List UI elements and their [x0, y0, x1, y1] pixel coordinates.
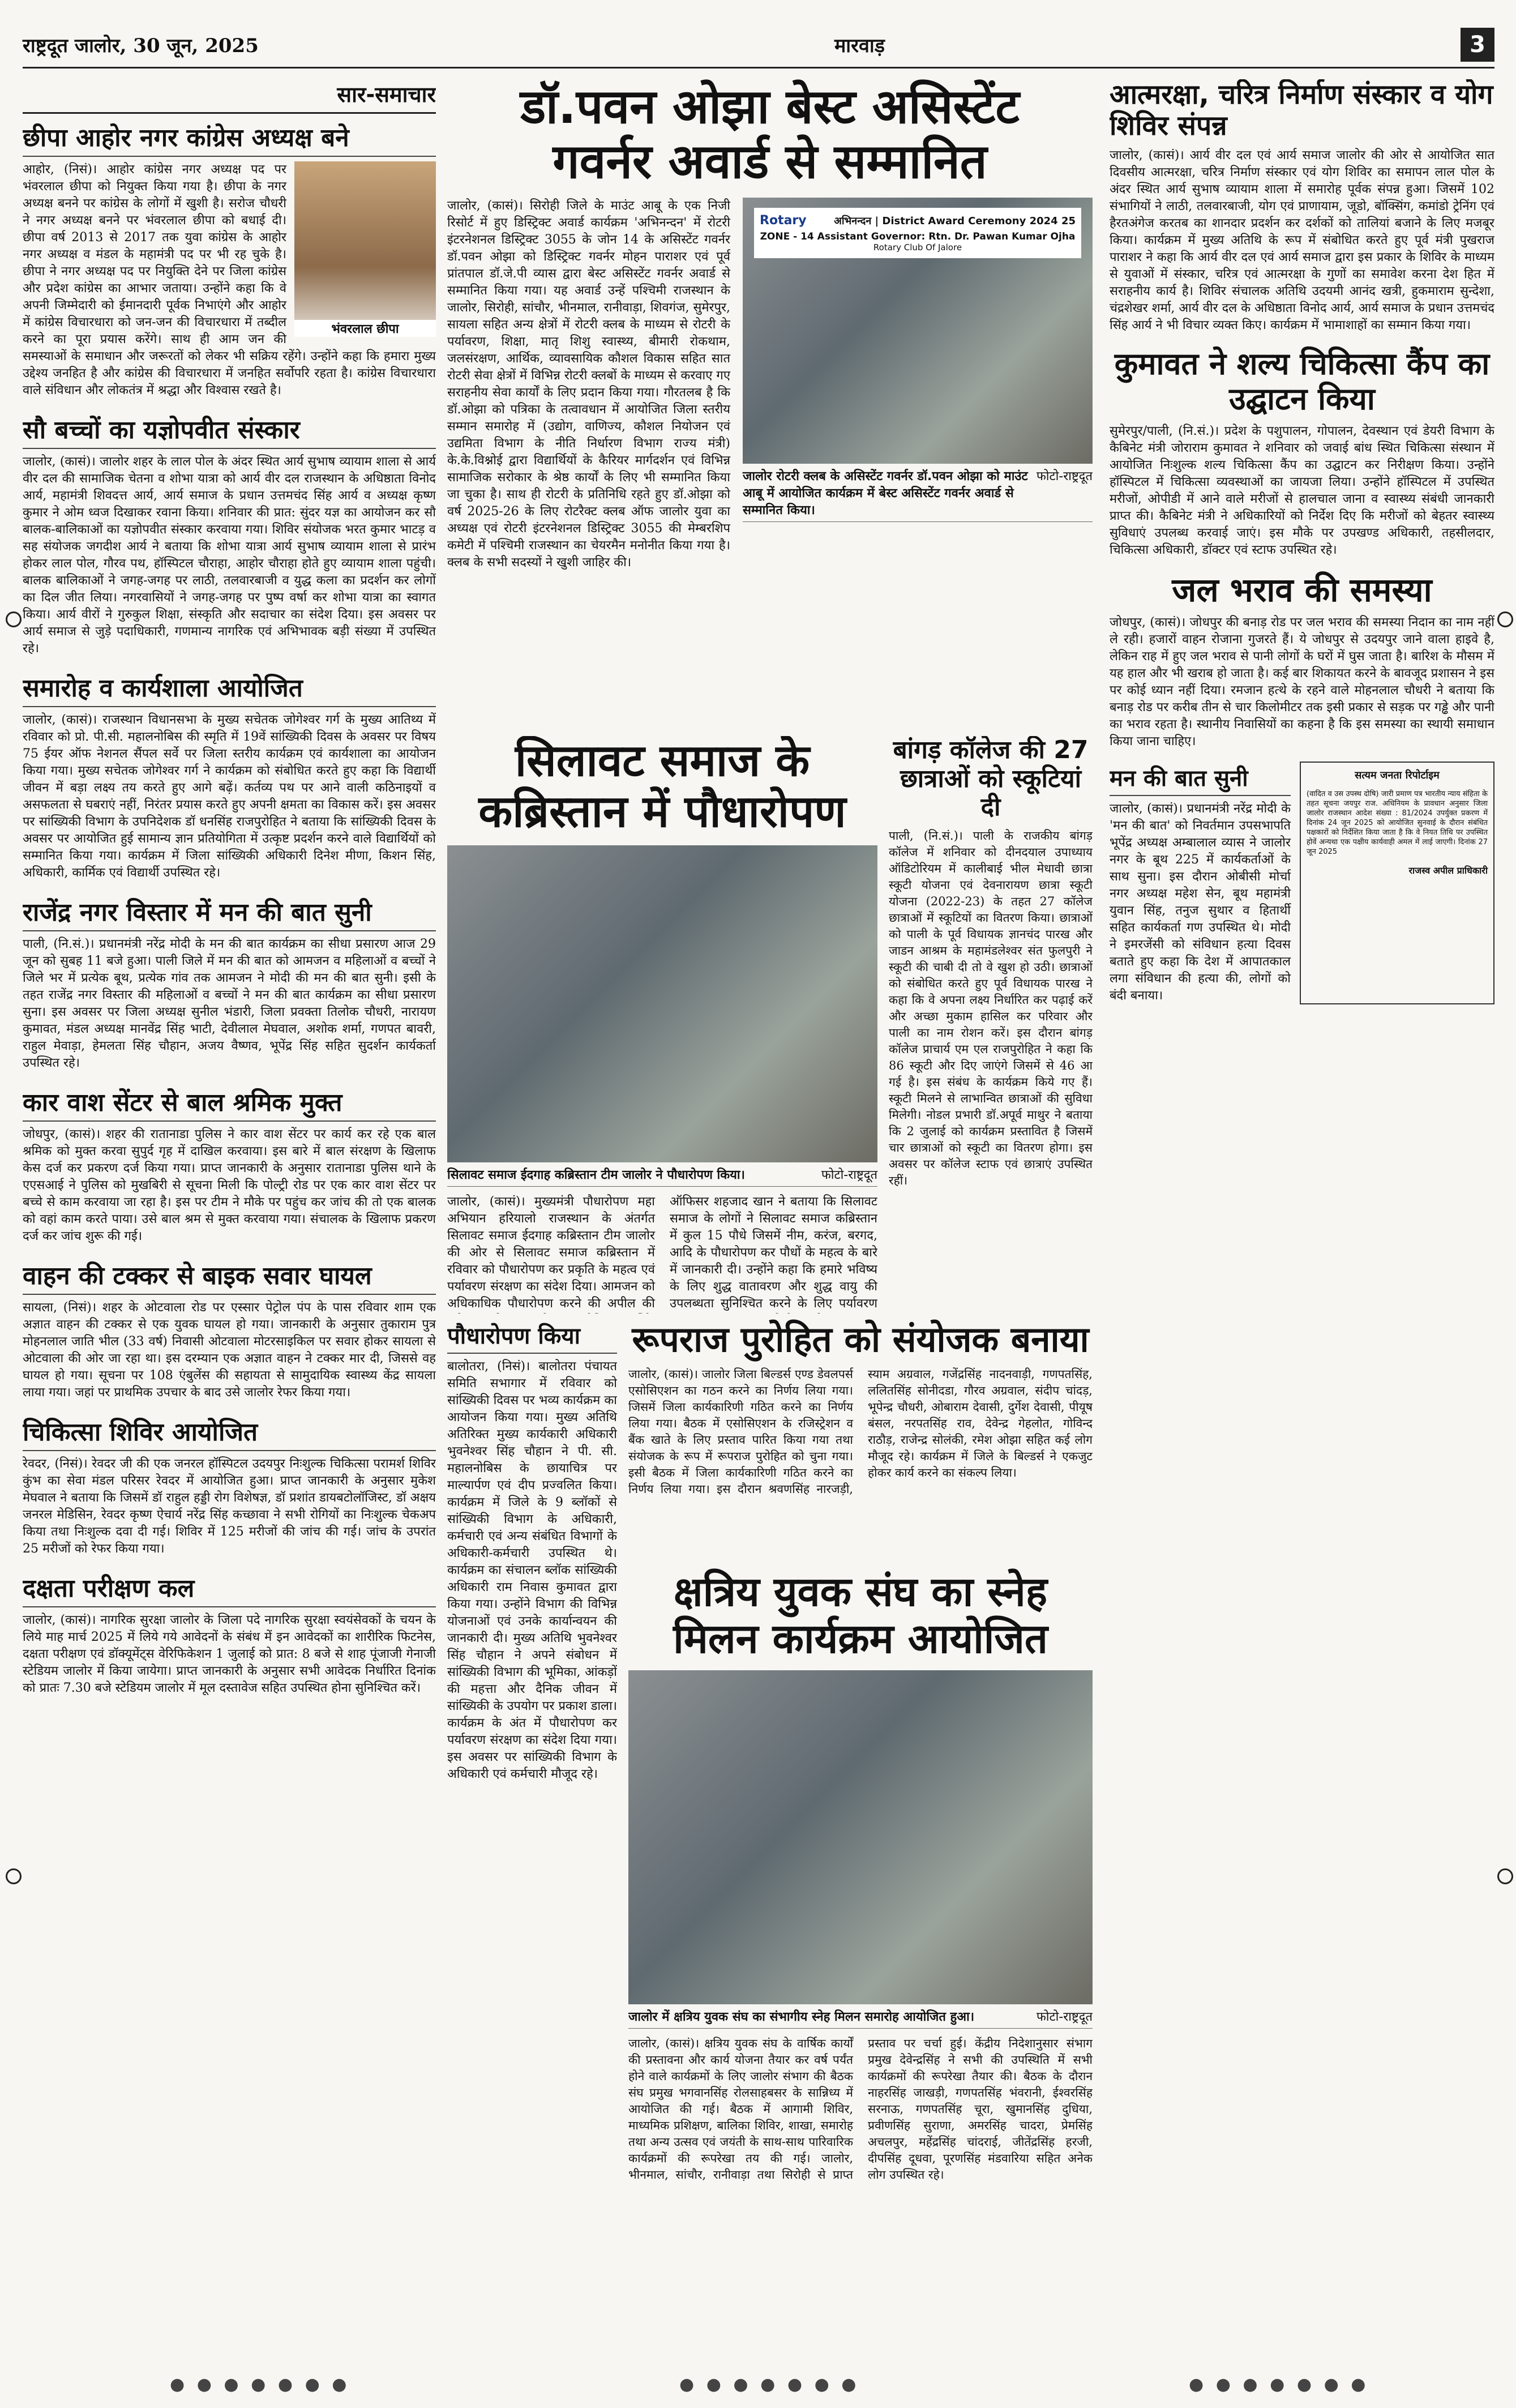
silawat-photo: [447, 845, 877, 1162]
brief-headline: समारोह व कार्यशाला आयोजित: [23, 670, 436, 707]
brief-body: जोधपुर, (कासं)। शहर की रातानाडा पुलिस ने कार वाश सेंटर पर कार्य कर रहे एक बाल श्रमिक को मुक्त करवा सुपुर्द गृह में दाखिल करवाया। इस बारे में बाल संरक्षण के खिलाफ केस दर्ज कर प्रकरण दर्ज किया गया। प्राप्त जानकारी के अनुसार रातानाडा पुलिस थाने के एएसआई ने पुलिस को मुखबिरी से सूचना मिली कि पोल्ट्री रोड पर एक कार वाश सेंटर पर बच्चे से काम करवाया जा रहा है। इस पर टीम ने मौके पर पहुंच कर जांच की तो एक बालक को वहां काम करते पाया। उसे बाल श्रम से मुक्त करवाया गया। संचालक के खिलाफ प्रकरण दर्ज कर जांच शुरू की गई।: [23, 1127, 436, 1243]
plantation-body: बालोतरा, (निसं)। बालोतरा पंचायत समिति सभागार में रविवार को सांख्यिकी दिवस पर भव्य कार्यक्रम का आयोजन किया गया। मुख्य अतिथि अतिरिक्त मुख्य कार्यकारी अधिकारी भुवनेश्वर सिंह चौहान ने पी. सी. महालनोबिस के छायाचित्र पर माल्यार्पण एवं दीप प्रज्वलित किया। कार्यक्रम में जिले के 9 ब्लॉकों से सांख्यिकी विभाग के अधिकारी, कर्मचारी एवं अन्य संबंधित विभागों के अधिकारी-कर्मचारी उपस्थित थे। कार्यक्रम का संचालन ब्लॉक सांख्यिकी अधिकारी राम निवास कुमावत द्वारा किया गया। उन्होंने विभाग की विभिन्न योजनाओं एवं उनके कार्यान्वयन की जानकारी दी। मुख्य अतिथि भुवनेश्वर सिंह चौहान ने अपने संबोधन में सांख्यिकी विभाग की भूमिका, आंकड़ों की महत्ता और दैनिक जीवन में सांख्यिकी के उपयोग पर प्रकाश डाला। कार्यक्रम के अंत में पौधारोपण कर पर्यावरण संरक्षण का संदेश दिया गया। इस अवसर पर सांख्यिकी विभाग के अधिकारी एवं कर्मचारी मौजूद रहे।: [447, 1359, 617, 1781]
kshatriya-headline-line1: क्षत्रिय युवक संघ का स्नेह: [674, 1568, 1047, 1615]
scooty-headline: बांगड़ कॉलेज की 27 छात्राओं को स्कूटियां दी: [893, 736, 1089, 822]
waterlogging-headline: जल भराव की समस्या: [1172, 570, 1432, 609]
color-bar: ● ● ● ● ● ● ●: [1189, 2375, 1369, 2394]
kshatriya-story: [628, 1568, 1093, 2372]
award-headline-line1: डॉ.पवन ओझा बेस्ट असिस्टेंट: [520, 79, 1020, 134]
section-name: मारवाड़: [834, 35, 885, 57]
registration-mark: [1497, 1868, 1513, 1884]
brief-body: आहोर, (निसं)। आहोर कांग्रेस नगर अध्यक्ष पद पर भंवरलाल छीपा को नियुक्त किया गया है। छीपा के नगर अध्यक्ष बनने पर कांग्रेस के लोगों में खुशी है। सरोज चौधरी ने नगर अध्यक्ष बनने पर भंवरलाल छीपा को बधाई दी। छीपा वर्ष 2013 से 2017 तक युवा कांग्रेस के आहोर नगर अध्यक्ष व मंडल के महामंत्री पद पर भी रह चुके है। छीपा ने नगर अध्यक्ष पद पर नियुक्ति देने पर जिला कांग्रेस और प्रदेश कांग्रेस का आभार जताया। उन्होंने कहा कि वे अपनी जिम्मेदारी को ईमानदारी पूर्वक निभाएंगे और आहोर में कांग्रेस विचारधारा को जन-जन की विचारधारा में तब्दील करने का पूरा प्रयास करेंगे। साथ ही आम जन की समस्याओं के समाधान और जरूरतों को लेकर भी सक्रिय रहेंगे। उन्होंने कहा कि हमारा मुख्य उद्देश्य जनहित है और कांग्रेस की विचारधारा में जनहित सर्वोपरि रहता है। कांग्रेस विचारधारा वाले संविधान और लोकतंत्र में श्रद्धा और विश्वास रखते है।: [23, 162, 436, 397]
mann-ki-baat-body: जालोर, (कासं)। प्रधानमंत्री नरेंद्र मोदी के 'मन की बात' को निवर्तमान उपसभापति भूपेंद्र अध्यक्ष अम्बालाल व्यास ने जालोर नगर के बूथ 225 में कार्यकर्ताओं के साथ सुना। इस दौरान ओबीसी मोर्चा नगर अध्यक्ष महेश सेन, बूथ महामंत्री युवान सिंह, तनुज सुथार व हितार्थी सहित कार्यकर्ता गण उपस्थित थे। मोदी ने इमरजेंसी को संविधान हत्या दिवस बताते हुए कहा कि देश में आपातकाल लगा संविधान की हत्या की, लोगों को बंदी बनाया।: [1110, 802, 1291, 1003]
silawat-headline-line2: कब्रिस्तान में पौधारोपण: [478, 786, 846, 837]
masthead: [23, 23, 1494, 69]
kshatriya-headline-line2: मिलन कार्यक्रम आयोजित: [673, 1614, 1048, 1662]
brief-headline: चिकित्सा शिविर आयोजित: [23, 1414, 436, 1451]
brief-body: जालोर, (कासं)। राजस्थान विधानसभा के मुख्य सचेतक जोगेश्वर गर्ग के मुख्य आतिथ्य में रविवार को प्रो. पी.सी. महालनोबिस की स्मृति में 19वें सांख्यिकी दिवस के अवसर पर विषय 75 ईयर ऑफ नेशनल सैंपल सर्वे पर जिला स्तरीय कार्यक्रम एवं कार्यशाला का आयोजन किया गया। मुख्य सचेतक जोगेश्वर गर्ग ने कार्यक्रम को संबोधित करते हुए कहा कि विद्यार्थी जीवन में बड़ा लक्ष्य तय करते हुए आगे बढ़ें। कर्तव्य पथ पर आने वाली कठिनाइयों व असफलता से घबराएं नहीं, निरंतर प्रयास करते हुए अपनी क्षमता का विकास करें। इस अवसर पर सांख्यिकी विभाग के उपनिदेशक डॉ धनसिंह राजपुरोहित ने बताया कि सांख्यिकी दिवस के अवसर पर आयोजित हुई सामान्य ज्ञान प्रतियोगिता में उत्कृष्ट प्रदर्शन करने वाले विद्यार्थियों को सम्मानित किया गया। कार्यक्रम में जिला सांख्यिकी अधिकारी दिनेश मीणा, किशन सिंह, अधिकारी, कार्मिक एवं विद्यार्थी उपस्थित रहे।: [23, 713, 436, 880]
surgery-body: सुमेरपुर/पाली, (नि.सं.)। प्रदेश के पशुपालन, गोपालन, देवस्थान एवं डेयरी विभाग के कैबिनेट मंत्री जोराराम कुमावत ने शनिवार को जवाई बांध स्थित चिकित्सा संस्थान में आयोजित निःशुल्क शल्य चिकित्सा कैंप का उद्घाटन कर निरीक्षण किया। उन्होंने हॉस्पिटल में चिकित्सा व्यवस्थाओं का जायजा लिया। उन्होंने हॉस्पिटल में उपस्थित मरीजों, ओपीडी में आने वाले मरीजों से हालचाल जाना व स्वास्थ्य संबंधी जानकारी प्राप्त की। कैबिनेट मंत्री ने अधिकारियों को निर्देश दिए कि मरीजों को बेहतर स्वास्थ्य सुविधाएं उपलब्ध करवाई जाएं। इस मौके पर उपखण्ड अधिकारी, तहसीलदार, चिकित्सा अधिकारी, डॉक्टर एवं स्टाफ उपस्थित रहे।: [1110, 424, 1494, 557]
notice-title: सत्यम जनता रिपोर्टाइम: [1355, 769, 1440, 782]
award-headline-line2: गवर्नर अवार्ड से सम्मानित: [553, 133, 987, 189]
legal-notice: [1300, 762, 1494, 1004]
photo-credit: फोटो-राष्ट्रदूत: [821, 1168, 877, 1183]
brief-body: जालोर, (कासं)। जालोर शहर के लाल पोल के अंदर स्थित आर्य सुभाष व्यायाम शाला से आर्य वीर दल की सामाजिक चेतना व शोभा यात्रा को आर्य वीर दल राजस्थान के अधिष्ठाता विनोद आर्य, महामंत्री शिवदत्त आर्य, आर्य समाज के प्रधान उत्तमचंद सिंह आर्य व अध्यक्ष कृष्ण कुमार ने ओम ध्वज दिखाकर रवाना किया। शनिवार की प्रात: सुंदर यज्ञ का आयोजन कर सौ बालक-बालिकाओं का यज्ञोपवीत संस्कार करवाया गया। शिविर संयोजक भरत कुमार भाटड़ व सह संयोजक जगदीश आर्य ने बताया कि शोभा यात्रा आर्य सुभाष व्यायाम शाला से प्रारंभ होकर लाल पोल, गौरव पथ, हॉस्पिटल चौराहा, आहोर चौराहा होते हुए व्यायाम शाला पहुंची। बालक बालिकाओं ने जगह-जगह पर लाठी, तलवारबाजी व युद्ध कला का प्रदर्शन कर लोगों का दिल जीत लिया। नगरवासियों ने जगह-जगह पर पुष्प वर्षा कर शोभा यात्रा का स्वागत किया। आर्य वीरों ने गुरुकुल शिक्षा, संस्कृति और सदाचार का संदेश दिया। इस अवसर पर आर्य समाज से जुड़े पदाधिकारी, गणमान्य नागरिक एवं अभिभावक बड़ी संख्या में उपस्थित रहे।: [23, 455, 436, 656]
silawat-story: [447, 736, 1093, 1314]
plantation-headline: पौधारोपण किया: [447, 1319, 617, 1354]
brief-body: जालोर, (कासं)। नागरिक सुरक्षा जालोर के जिला पदे नागरिक सुरक्षा स्वयंसेवकों के चयन के लिये माह मार्च 2025 में लिये गये आवेदनों के संबंध में इन आवेदकों का शारीरिक फिटनेस, दक्षता परीक्षण एवं डॉक्यूमेंट्स वेरिफिकेशन 1 जुलाई को प्रात: 8 बजे से शाह पूंजाजी गेनाजी स्टेडियम जालोर में किया जायेगा। प्राप्त जानकारी के अनुसार सभी आवेदक निर्धारित दिनांक को प्रातः 7.30 बजे स्टेडियम जालोर में मूल दस्तावेज सहित उपस्थित होना सुनिश्चित करें।: [23, 1613, 436, 1695]
photo-credit: फोटो-राष्ट्रदूत: [1036, 2009, 1093, 2024]
brief-headline: कार वाश सेंटर से बाल श्रमिक मुक्त: [23, 1084, 436, 1122]
purohit-body: जालोर, (कासं)। जालोर जिला बिल्डर्स एण्ड डेवलपर्स एसोसिएशन का गठन करने का निर्णय लिया गया। जिसमें जिला कार्यकारिणी गठित करने का निर्णय लिया गया। बैठक में एसोसिएशन के रजिस्ट्रेशन व बैंक खाते के लिए प्रस्ताव पारित किया गया तथा संयोजक के रूप में रूपराज पुरोहित को चुना गया। इसी बैठक में जिला कार्यकारिणी गठित करने का निर्णय लिया गया। इस दौरान श्रवणसिंह नारजड़ी, स्याम अग्रवाल, गजेंद्रसिंह नादनवाड़ी, गणपतसिंह, ललितसिंह सोनीदडा, गौरव अग्रवाल, संदीप चांदड़, भूपेन्द्र चौधरी, ओबाराम देवासी, दुर्गेश देवासी, पीयूष बंसल, नरपतसिंह राव, देवेन्द्र गेहलोत, गोविन्द राठौड़, राजेन्द्र सोलंकी, रमेश ओझा सहित कई लोग मौजूद रहे। कार्यक्रम में जिले के बिल्डर्स ने एकजुट होकर कार्य करने का संकल्प लिया।: [628, 1367, 1093, 1496]
purohit-headline: रूपराज पुरोहित को संयोजक बनाया: [632, 1319, 1089, 1360]
brief-headline: सौ बच्चों का यज्ञोपवीत संस्कार: [23, 412, 436, 449]
notice-body: (वादित व उस उपस्थ दोषि) जारी प्रमाण पत्र भारतीय न्याय संहिता के तहत सूचना जयपुर राज. अधिनियम के प्रावधान अनुसार जिला जालोर राजस्थान आदेश संख्या : 81/2024 उपर्युक्त प्रकरण में दिनांक 24 जून 2025 को आयोजित सुनवाई के दौरान संबंधित पक्षकारों को निर्देशित किया जाता है कि वे नियत तिथि पर उपस्थित होवें अन्यथा एक पक्षीय कार्यवाही अमल में लाई जाएगी। दिनांक 27 जून 2025: [1307, 790, 1488, 857]
award-caption: जालोर रोटरी क्लब के असिस्टेंट गवर्नर डॉ.पवन ओझा को माउंट आबू में आयोजित कार्यक्रम में बेस्ट असिस्टेंट गवर्नर अवार्ड से सम्मानित किया।: [743, 469, 1028, 518]
plantation-story: [447, 1319, 617, 2372]
camp-body: जालोर, (कासं)। आर्य वीर दल एवं आर्य समाज जालोर की ओर से आयोजित सात दिवसीय आत्मरक्षा, चरित्र निर्माण संस्कार एवं योग शिविर का समापन लाल पोल के अंदर स्थित आर्य सुभाष व्यायाम शाला में समारोह पूर्वक संपन्न हुआ। जिसमें 102 संभागियों ने लाठी, तलवारबाजी, योग एवं प्राणायाम, जूडो, बॉक्सिंग, कमांडो ट्रेनिंग एवं हैरतअंगेज करतब का शानदार प्रदर्शन कर दर्शकों को तालियां बजाने के लिए मजबूर किया। कार्यक्रम में मुख्य अतिथि के रूप में संबोधित करते हुए पूर्व मंत्री पुखराज पाराशर ने कहा कि आर्य वीर दल एवं आर्य समाज द्वारा इस प्रकार के शिविर के माध्यम से युवाओं में संस्कार, चरित्र एवं आत्मरक्षा के गुणों का समावेश करना देश हित में सराहनीय कार्य है। शिविर संचालक अतिथि उदयमी आनंद खत्री, हुकमाराम सुन्देशा, चंद्रशेखर शर्मा, आर्य वीर दल के अधिष्ठाता विनोद आर्य, आर्य समाज के प्रधान उत्तमचंद सिंह आर्य ने भी विचार व्यक्त किए। कार्यक्रम में भामाशाहों का सम्मान किया गया।: [1110, 148, 1494, 333]
registration-mark: [1497, 611, 1513, 627]
silawat-headline-line1: सिलावट समाज के: [515, 736, 810, 786]
brief-body: सायला, (निसं)। शहर के ओटवाला रोड पर एस्सार पेट्रोल पंप के पास रविवार शाम एक अज्ञात वाहन की टक्कर से एक युवक घायल हो गया। जानकारी के अनुसार तुकाराम पुत्र मोहनलाल जाति भील (33 वर्ष) निवासी ओटवाला मोटरसाइकिल पर सवार होकर सायला से ओटवाला की ओर जा रहा था। इस दरम्यान एक अज्ञात वाहन ने टक्कर मार दी, जिससे वह घायल हो गया। सूचना पर 108 एंबुलेंस की सहायता से सामुदायिक स्वास्थ्य केंद्र सायला लाया गया। जहां पर प्राथमिक उपचार के बाद उसे जालोर रेफर किया गया।: [23, 1301, 436, 1400]
brief-headline: राजेंद्र नगर विस्तार में मन की बात सुनी: [23, 894, 436, 931]
award-banner: [754, 208, 1081, 258]
purohit-story: [628, 1319, 1093, 1557]
mann-ki-baat-headline: मन की बात सुनी: [1110, 762, 1291, 796]
briefs-column: [23, 79, 436, 2372]
kshatriya-body: जालोर, (कासं)। क्षत्रिय युवक संघ के वार्षिक कार्यों की प्रस्तावना और कार्य योजना तैयार कर वर्ष पर्यंत होने वाले कार्यक्रमों के लिए जालोर संभाग की बैठक संघ प्रमुख भगवानसिंह रोलसाहबसर के सान्निध्य में आयोजित की गई। बैठक में आगामी शिविर, माध्यमिक प्रशिक्षण, बालिका शिविर, शाखा, समारोह तथा अन्य उत्सव एवं जयंती के साथ-साथ पारिवारिक कार्यक्रमों की रूपरेखा तय की गई। जालोर, भीनमाल, सांचौर, रानीवाड़ा तथा सिरोही से प्राप्त प्रस्ताव पर चर्चा हुई। केंद्रीय निदेशानुसार संभाग प्रमुख देवेन्द्रसिंह ने सभी की उपस्थिति में सभी कार्यक्रमों की रूपरेखा तैयार की। बैठक के दौरान नाहरसिंह जाखड़ी, गणपतसिंह भंवरानी, ईश्वरसिंह सरनाऊ, गणपतसिंह चूरा, खुमानसिंह दुधिया, प्रवीणसिंह सुराणा, अमरसिंह चादरा, प्रेमसिंह अचलपुर, महेंद्रसिंह चांदराई, जीतेंद्रसिंह हरजी, दीपसिंह दूधवा, पूरणसिंह मंडवारिया सहित अनेक लोग उपस्थित रहे।: [628, 2036, 1093, 2182]
scooty-body: पाली, (नि.सं.)। पाली के राजकीय बांगड़ कॉलेज में शनिवार को दीनदयाल उपाध्याय ऑडिटोरियम में कालीबाई भील मेधावी छात्रा स्कूटी योजना एवं देवनारायण छात्रा स्कूटी योजना (2022-23) के तहत 27 कॉलेज छात्राओं में स्कूटियों का वितरण किया। छात्राओं को पाली के पूर्व विधायक ज्ञानचंद पारख और जाडन आश्रम के महामंडलेश्वर संत फुलपुरी ने स्कूटी की चाबी दी तो वे खुश हो उठी। छात्राओं को संबोधित करते हुए पूर्व विधायक पारख ने कहा कि वे अपना लक्ष्य निर्धारित कर पढ़ाई करें और अच्छा मुकाम हासिल कर परिवार और पाली का नाम रोशन करें। इस दौरान बांगड़ कॉलेज प्राचार्य एम एल राजपुरोहित ने कहा कि 86 स्कूटी और दिए जाएंगे जिसमें से 46 आ गई है। इस संबंध के कार्यक्रम किये गए हैं। स्कूटी मिलने से लाभान्वित छात्राओं की सुविधा मिलेगी। नोडल प्रभारी डॉ.अपूर्व माथुर ने बताया कि 2 जुलाई को कार्यक्रम प्रस्तावित है जिसमें चार छात्राओं को स्कूटी का वितरण होगा। इस अवसर पर कॉलेज स्टाफ एवं छात्राएं उपस्थित रहीं।: [889, 828, 1093, 1187]
brief-body: पाली, (नि.सं.)। प्रधानमंत्री नरेंद्र मोदी के मन की बात कार्यक्रम का सीधा प्रसारण आज 29 जून को सुबह 11 बजे हुआ। पाली जिले में मन की बात को आमजन व महिलाओं व बच्चों ने जिले भर में प्रत्येक बूथ, प्रत्येक गांव तक आमजन ने मोदी की मन की बात सुनी। इसी के तहत राजेंद्र नगर विस्तार की महिलाओं व बच्चों ने मन की बात कार्यक्रम का सीधा प्रसारण सुना। इस अवसर पर जिला अध्यक्ष सुनील भंडारी, जिला प्रवक्ता तिलोक चौधरी, नारायण कुमावत, मंडल अध्यक्ष मानवेंद्र सिंह भाटी, देवीलाल मेघवाल, अशोक शर्मा, गणपत बावरी, राहुल मेवाड़ा, हेमलता सिंह चौहान, अजय वैष्णव, भूपेंद्र सिंह सहित सुदर्शन कार्यकर्ता उपस्थित रहे।: [23, 937, 436, 1070]
color-bar: ● ● ● ● ● ● ●: [679, 2375, 860, 2394]
silawat-caption: सिलावट समाज ईदगाह कब्रिस्तान टीम जालोर ने पौधारोपण किया।: [447, 1168, 745, 1183]
brief-headline: दक्षता परीक्षण कल: [23, 1570, 436, 1607]
registration-mark: [6, 1868, 22, 1884]
award-photo: [743, 198, 1093, 464]
kshatriya-caption-row: [628, 2008, 1093, 2029]
banner-line3: Rotary Club Of Jalore: [873, 242, 962, 253]
camp-headline: आत्मरक्षा, चरित्र निर्माण संस्कार व योग शिविर संपन्न: [1110, 79, 1493, 142]
award-story: [447, 79, 1093, 730]
brief-headline: वाहन की टक्कर से बाइक सवार घायल: [23, 1258, 436, 1295]
color-bar: ● ● ● ● ● ● ●: [170, 2375, 350, 2394]
banner-line2: ZONE - 14 Assistant Governor: Rtn. Dr. Pawan Kumar Ojha: [760, 231, 1076, 243]
award-body: जालोर, (कासं)। सिरोही जिले के माउंट आबू के एक निजी रिसोर्ट में हुए डिस्ट्रिक्ट अवार्ड कार्यक्रम 'अभिनन्दन' में रोटरी इंटरनेशनल डिस्ट्रिक्ट 3055 के जोन 14 के असिस्टेंट गवर्नर डॉ.पवन ओझा को डिस्ट्रिक्ट गवर्नर मोहन पाराशर एवं पूर्व प्रांतपाल डॉ.जे.पी व्यास द्वारा बेस्ट असिस्टेंट गवर्नर अवार्ड से सम्मानित किया गया। यह अवार्ड उन्हें पश्चिमी राजस्थान के जालोर, सिरोही, सांचौर, भीनमाल, रानीवाड़ा, शिवगंज, सुमेरपुर, सायला सहित अन्य क्षेत्रों में रोटरी क्लब के माध्यम से रोटरी के पर्यावरण, शिक्षा, मातृ शिशु स्वास्थ्य, बीमारी रोकथाम, जलसंरक्षण, आर्थिक, व्यावसायिक कौशल विकास सहित सात रोटरी सेवा क्षेत्रों में विभिन्न रोटरी क्लबों के माध्यम से करवाए गए सराहनीय सेवा कार्यों के लिए प्रदान किया गया। गौरतलब है कि डॉ.ओझा को पत्रिका के तत्वावधान में आयोजित जिला स्तरीय सम्मान समारोह में (उद्योग, वाणिज्य, कौशल नियोजन एवं उद्यमिता विभाग के नीति निर्धारण विभाग राज्य मंत्री) के.के.विश्नोई द्वारा विद्यार्थियों के कैरियर मार्गदर्शन एवं विभिन्न सामाजिक सरोकार के श्रेष्ठ कार्यों के लिए भी सम्मानित किया जा चुका है। साथ ही रोटरी के प्रतिनिधि रहते हुए डॉ.ओझा को वर्ष 2025-26 के लिए रोटरैक्ट क्लब ऑफ जालोर युवा का अध्यक्ष एवं रोटरी इंटरनेशनल डिस्ट्रिक्ट 3055 की मेम्बरशिप कमेटी में पश्चिमी राजस्थान का चेयरमैन मनोनीत किया गया है। क्लब के सभी सदस्यों ने खुशी जाहिर की।: [447, 199, 730, 570]
surgery-headline: कुमावत ने शल्य चिकित्सा कैंप का उद्घाटन किया: [1114, 346, 1490, 417]
photo-credit: फोटो-राष्ट्रदूत: [1036, 469, 1093, 484]
banner-line1: अभिनन्दन | District Award Ceremony 2024 25: [834, 215, 1076, 227]
notice-signature: राजस्व अपील प्राधिकारी: [1408, 865, 1488, 876]
edition-date: राष्ट्रदूत जालोर, 30 जून, 2025: [23, 35, 259, 57]
waterlogging-body: जोधपुर, (कासं)। जोधपुर की बनाड़ रोड पर जल भराव की समस्या निदान का नाम नहीं ले रही। हजारों वाहन रोजाना गुजरते हैं। ये जोधपुर से उदयपुर जाने वाला हाइवे है, लेकिन राह में हुए जल भराव से पानी लोगों के घरों में घुस जाता है। बारिश के मौसम में यह हाल और भी खराब हो जाता है। कई बार शिकायत करने के बावजूद प्रशासन ने इस पर कोई ध्यान नहीं दिया। रमजान हत्थे के रहने वाले मोहनलाल चौधरी ने बताया कि बनाड़ रोड पर करीब तीन से चार किलोमीटर तक इसी प्रकार से सड़क पर गड्ढे और पानी का भराव रहता है। स्थानीय निवासियों का कहना है कि इस समस्या का स्थायी समाधान किया जाना चाहिए।: [1110, 615, 1494, 749]
brief-body: रेवदर, (निसं)। रेवदर जी की एक जनरल हॉस्पिटल उदयपुर निःशुल्क चिकित्सा परामर्श शिविर कुंभ का सेवा मंडल परिसर रेवदर में आयोजित हुआ। प्राप्त जानकारी के अनुसार मुकेश मेघवाल ने बताया कि जिसमें डॉ राहुल हड्डी रोग विशेषज्ञ, डॉ प्रशांत डायबटोलॉजिस्ट, डॉ अक्षय जनरल मेडिसिन, रेवदर कृष्ण ऐचार्य नरेंद्र सिंह कच्छावा ने सभी रोगियों का निःशुल्क चेकअप किया तथा निःशुल्क दवा दी गई। शिविर में 125 मरीजों की जांच की गई। जांच के उपरांत 25 मरीजों को रेफर किया गया।: [23, 1457, 436, 1556]
silawat-caption-row: [447, 1166, 877, 1187]
registration-mark: [6, 611, 22, 627]
award-caption-row: [743, 467, 1093, 522]
page-number: 3: [1461, 28, 1494, 62]
portrait-photo: [294, 161, 436, 337]
kshatriya-photo: [628, 1670, 1093, 2004]
brief-headline: छीपा आहोर नगर कांग्रेस अध्यक्ष बने: [23, 119, 436, 157]
kshatriya-caption: जालोर में क्षत्रिय युवक संघ का संभागीय स्नेह मिलन समारोह आयोजित हुआ।: [628, 2009, 975, 2024]
rotary-logo: Rotary: [760, 213, 807, 228]
portrait-caption: भंवरलाल छीपा: [294, 320, 436, 337]
section-kicker: सार-समाचार: [23, 79, 436, 114]
right-column: [1110, 79, 1494, 2372]
silawat-body: जालोर, (कासं)। मुख्यमंत्री पौधारोपण महा अभियान हरियालो राजस्थान के अंतर्गत सिलावट समाज ईदगाह कब्रिस्तान टीम जालोर की ओर से सिलावट समाज कब्रिस्तान में रविवार को पौधारोपण कर प्रकृति के महत्व एवं पर्यावरण संरक्षण का संदेश दिया। आमजन को अधिकाधिक पौधारोपण करने की अपील की ऑफिसर शहजाद खान ने बताया कि सिलावट समाज के लोगों ने सिलावट समाज कब्रिस्तान में कुल 15 पौधे जिसमें नीम, करंज, बरगद, आदि के पौधारोपण कर पौधों के महत्व के बारे में जानकारी दी। उन्होंने कहा कि हमारे भविष्य के लिए शुद्ध वातावरण और शुद्ध वायु की उपलब्धता सुनिश्चित करने के लिए पर्यावरण: [447, 1195, 877, 1311]
